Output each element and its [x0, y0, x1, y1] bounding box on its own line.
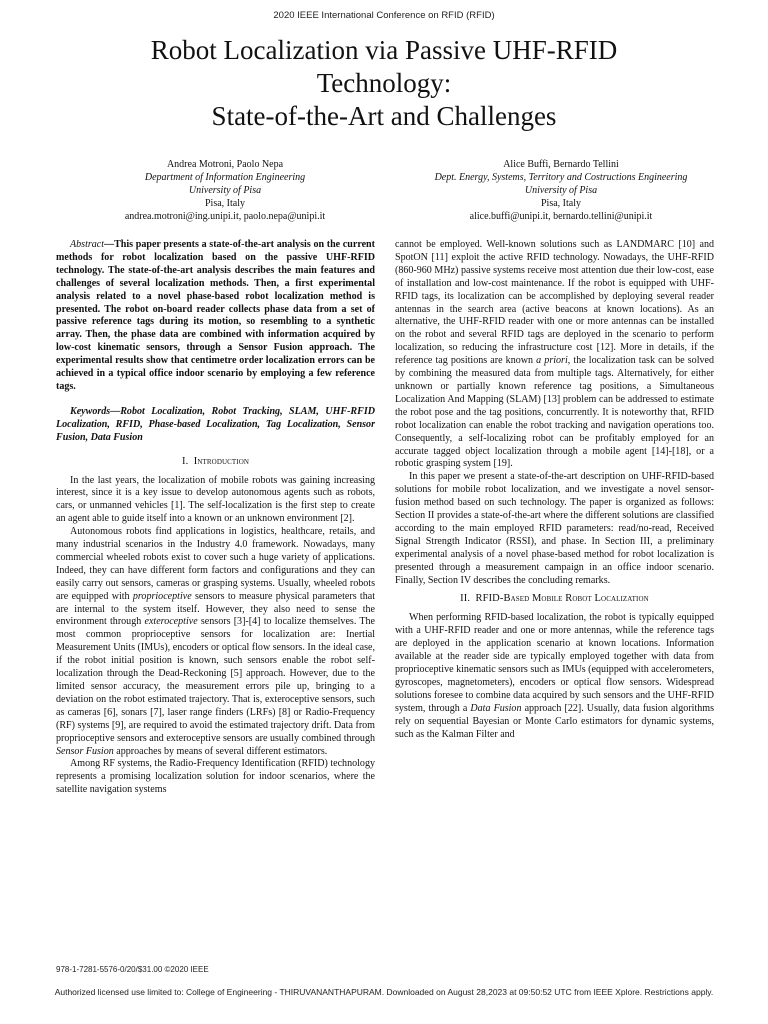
- copyright-code: 978-1-7281-5576-0/20/$31.00 ©2020 IEEE: [56, 965, 209, 974]
- emphasis: a priori: [536, 355, 568, 367]
- intro-paragraph-2: [56, 526, 375, 758]
- author-place: Pisa, Italy: [205, 198, 245, 209]
- author-dept: Department of Information Engineering: [144, 172, 306, 183]
- intro-paragraph-3: Among RF systems, the Radio-Frequency Identification (RFID) technology represents a promising localization solution for indoor scenarios, where the satellite navigation systems: [56, 758, 375, 796]
- emphasis: Sensor Fusion: [56, 745, 114, 757]
- left-column: [56, 239, 375, 797]
- section-number: I.: [181, 455, 189, 467]
- author-block-right: [396, 158, 726, 223]
- text-run: , the localization task can be solved by combining the measured data from multiple tags. Alternatively, for either unknown or partially known reference tag positions, a Simultaneous Localization And Mapping (SLAM) [13] problem can be addressed to estimate the robot pose and the tag positions, concurrently. It is noteworthy that, RFID robot localization can enable the robot tracking and navigation operations too. Consequently, a self-localizing robot can be profitably employed for an accurate tagged object localization through a mobile agent [14]-[18], or a robotic grasping system [19].: [395, 355, 714, 470]
- keywords: Keywords—Robot Localization, Robot Tracking, SLAM, UHF-RFID Localization, RFID, Phase-based Localization, Tag Localization, Sensor Fusion, Data Fusion: [56, 405, 375, 443]
- text-run: approaches by means of several different estimators.: [113, 745, 328, 757]
- right-column: [395, 239, 714, 741]
- author-email: andrea.motroni@ing.unipi.it, paolo.nepa@unipi.it: [124, 211, 326, 222]
- text-run: sensors [3]-[4] to localize themselves. The most common proprioceptive sensors for localization are: Inertial Measurement Units (IMUs), encoders or optical flow sensors. In the ideal case, if the robot initial position is known, such sensors enable the robot self-localization through the Dead-Reckoning [5] approach. However, due to the limited sensor accuracy, the measurement errors pile up, bringing to a deviation on the robot estimated trajectory. That is, exteroceptive sensors, such as cameras [6], sonars [7], laser range finders (LRFs) [8] or Radio-Frequency (RF) systems [9], are required to avoid the estimated trajectory drift. Data from proprioceptive sensors and exteroceptive sensors are usually combined through: [56, 616, 375, 744]
- text-run: approach [22]. Usually, data fusion algorithms rely on sequential Bayesian or Monte Carlo estimators for dynamic systems, such as the Kalman Filter and: [395, 702, 715, 740]
- right-paragraph-3: [395, 612, 714, 741]
- conference-header: 2020 IEEE International Conference on RFID (RFID): [273, 10, 495, 21]
- section-number: II.: [460, 593, 471, 605]
- author-univ: University of Pisa: [188, 185, 262, 196]
- author-place: Pisa, Italy: [541, 198, 581, 209]
- section-heading-2: [395, 593, 714, 606]
- text-run: When performing RFID-based localization, the robot is typically equipped with a UHF-RFID reader and one or more antennas, while the reference tags are deployed in the application scenario at known locations. Information available at the reader side are typically employed together with data from proprioceptive kinematic sensors such as IMUs (equipped with accelerometers, gyroscopes, magnetometers), encoders or optical flow sensors. Widespread solutions foresee to combine data acquired by such sensors and the UHF-RFID system, through a: [395, 612, 714, 714]
- abstract-lead: Abstract: [70, 239, 105, 250]
- author-dept: Dept. Energy, Systems, Territory and Costructions Engineering: [434, 172, 688, 183]
- emphasis: proprioceptive: [132, 590, 192, 602]
- paper-title: [60, 34, 708, 133]
- author-names: Alice Buffi, Bernardo Tellini: [503, 159, 619, 170]
- abstract: [56, 239, 375, 394]
- abstract-text: —This paper presents a state-of-the-art analysis on the current methods for robot localization based on the passive UHF-RFID technology. The state-of-the-art analysis describes the main features and challenges of several localization methods. Then, a first experimental analysis related to a novel phase-based robot localization method is presented. The robot on-board reader collects phase data from a set of passive reference tags during its motion, so resembling to a synthetic array. Then, the phase data are combined with information acquired by low-cost kinematic sensors, through a Sensor Fusion approach. The experimental results show that centimetre order localization errors can be achieved in a typical office indoor scenario by employing a few reference tags.: [56, 239, 375, 392]
- intro-paragraph-1: In the last years, the localization of mobile robots was gaining increasing interest, since it is a key issue to develop autonomous agents such as robots, cars, or unmanned vehicles [1]. The self-localization is the first step to create an agent able to guide itself into a known or an unknown environment [2].: [56, 474, 375, 525]
- emphasis: exteroceptive: [144, 616, 198, 628]
- right-paragraph-1: [395, 239, 714, 471]
- text-run: cannot be employed. Well-known solutions such as LANDMARC [10] and SpotON [11] exploit the active RFID technology. Nowadays, the UHF-RFID (860-960 MHz) passive systems receive most attention due their low-cost, ease of installation and low-cost maintenance. If the robot is equipped with UHF-RFID tags, its localization can be accomplished by deploying several reader antennas in the search area (active beacons at known locations). As an alternative, the UHF-RFID reader with one or more antennas can be installed on the robot and several RFID tags are deployed in the scenario to perform localization, so reducing the infrastructure cost [12]. More in details, if the reference tag positions are known: [395, 239, 714, 367]
- emphasis: Data Fusion: [470, 702, 522, 714]
- section-title: Introduction: [193, 455, 250, 467]
- author-names: Andrea Motroni, Paolo Nepa: [166, 159, 284, 170]
- section-heading-1: [56, 456, 375, 469]
- license-notice: Authorized licensed use limited to: College of Engineering - THIRUVANANTHAPURAM. Downloaded on August 28,2023 at 09:50:52 UTC from IEEE Xplore. Restrictions apply.: [54, 987, 714, 997]
- text-run: Autonomous robots find applications in logistics, healthcare, retails, and many industrial scenarios in the Industry 4.0 framework. Nowadays, many commercial wheeled robots exist to cover such a huge variety of applications. Indeed, they can have different form factors and configurations and they can easily carry out sensors, cameras or grasping systems. Usually, wheeled robots are equipped with: [56, 526, 375, 602]
- author-univ: University of Pisa: [524, 185, 598, 196]
- author-block-left: [60, 158, 390, 223]
- text-run: sensors to measure physical parameters that are internal to the system itself. However, they also need to sense the environment through: [56, 590, 375, 628]
- title-line-3: State-of-the-Art and Challenges: [211, 101, 557, 131]
- right-paragraph-2: In this paper we present a state-of-the-art description on UHF-RFID-based solutions for mobile robot localization, and we investigate a novel sensor-fusion method based on such technology. The paper is organized as follows: Section II provides a state-of-the-art where the different solutions are classified according to the main employed RFID parameters: read/no-read, Received Signal Strength Indicator (RSSI), and phase. In Section III, a preliminary experimental analysis of a novel phase-based method for robot localization is presented through a measurement campaign in an office indoor scenario. Finally, Section IV describes the concluding remarks.: [395, 471, 714, 586]
- author-email: alice.buffi@unipi.it, bernardo.tellini@unipi.it: [469, 211, 653, 222]
- title-line-1: Robot Localization via Passive UHF-RFID: [150, 35, 618, 65]
- title-line-2: Technology:: [316, 68, 452, 98]
- section-title: RFID-Based Mobile Robot Localization: [475, 593, 649, 605]
